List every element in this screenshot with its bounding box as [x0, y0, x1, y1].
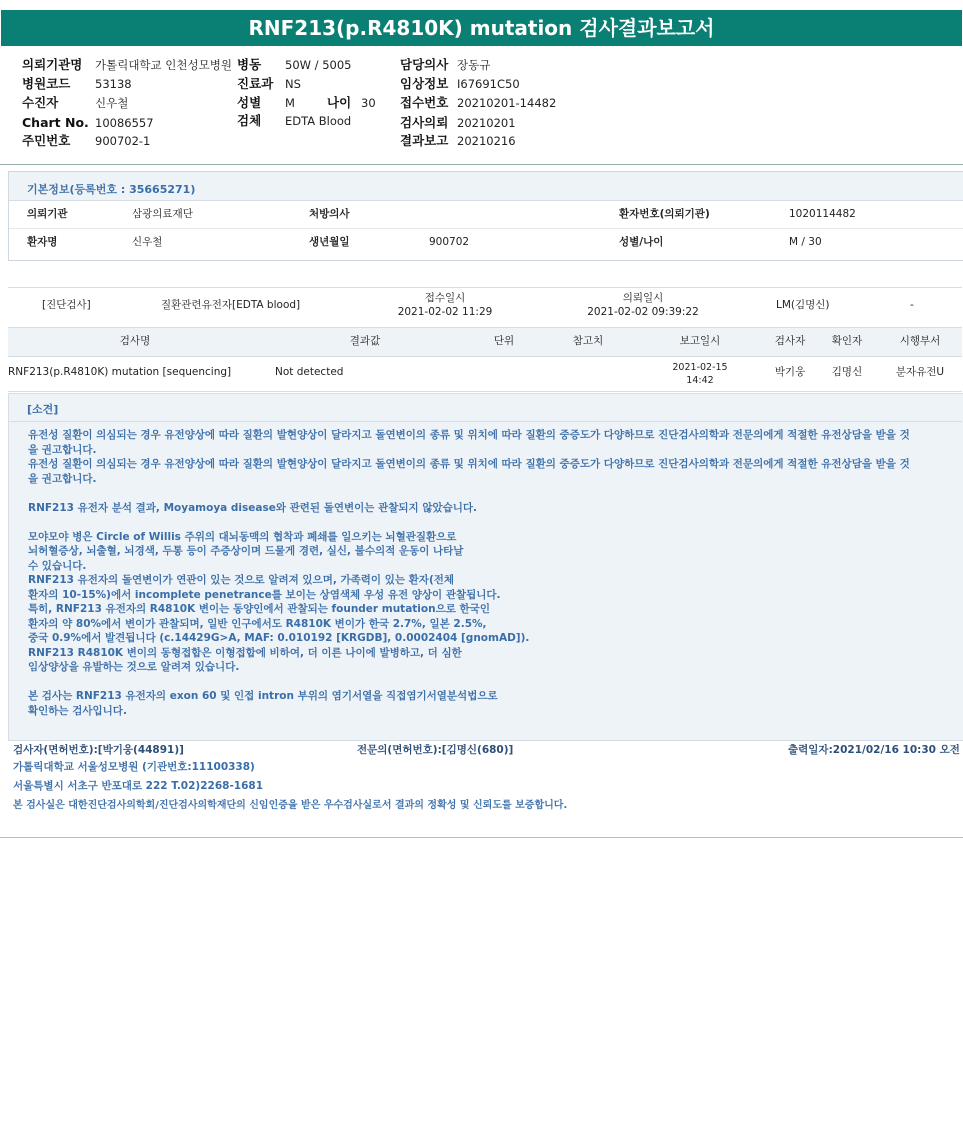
patient-value: 신우철	[95, 96, 129, 110]
exam-test-group: 질환관련유전자[EDTA blood]	[161, 299, 301, 311]
opinion-title-divider	[8, 421, 962, 422]
header-divider	[0, 164, 963, 165]
resident-value: 900702-1	[95, 134, 151, 148]
results-bottom-divider	[8, 391, 962, 392]
result-checker: 김명신	[831, 366, 863, 378]
page-end-divider	[0, 837, 963, 838]
req-inst-value: 삼광의료재단	[132, 208, 193, 220]
exam-request-value: 2021-02-02 09:39:22	[587, 306, 699, 318]
sex-age-label: 성별/나이	[619, 236, 664, 248]
results-col-name: 검사명	[119, 335, 151, 347]
result-value: Not detected	[275, 366, 344, 378]
institution-label: 의뢰기관명	[22, 57, 83, 72]
patient-no-value: 1020114482	[789, 208, 856, 220]
receipt-no-value: 20210201-14482	[457, 96, 557, 110]
chart-label: Chart No.	[22, 115, 89, 130]
footer-certification: 본 검사실은 대한진단검사의학회/진단검사의학재단의 신임인증을 받은 우수검사실로서 결과의 정확성 및 신뢰도를 보증합니다.	[13, 800, 568, 811]
sex-age-value: M / 30	[789, 236, 822, 248]
ward-label: 병동	[237, 57, 262, 72]
sex-value: M	[285, 96, 295, 110]
opinion-title: [소견]	[27, 403, 59, 416]
specimen-label: 검체	[237, 113, 262, 128]
report-value: 20210216	[457, 134, 516, 148]
patient-name-label: 환자명	[27, 236, 58, 248]
opinion-text: 유전성 질환이 의심되는 경우 유전양상에 따라 질환의 발현양상이 달라지고 돌연변이의 종류 및 위치에 따라 질환의 중증도가 다양하므로 진단검사의학과 전문의에게 적절한 유전상담을 받을 것 을 권고합니다. 유전성 질환이 의심되는 경우 유전양상에 따라 질환의 발현양상이 달라지고 돌연변이의 종류 및 위치에 따라 질환의 중증도가 다양하므로 진단검사의학과 전문의에게 적절한 유전상담을 받을 것 을 권고합니다. RNF213 유전자 분석 결과, Moyamoya disease와 관련된 돌연변이는 관찰되지 않았습니다. 모야모야 병은 Circle of Willis 주위의 대뇌동맥의 협착과 폐쇄를 일으키는 뇌혈관질환으로 뇌허혈증상, 뇌출혈, 뇌경색, 두통 등이 주증상이며 드물게 경련, 실신, 불수의적 운동이 나타날 수 있습니다. RNF213 유전자의 돌연변이가 연관이 있는 것으로 알려져 있으며, 가족력이 있는 환자(전체 환자의 10-15%)에서 incomplete penetrance를 보이는 상염색체 우성 유전 양상이 관찰됩니다. 특히, RNF213 유전자의 R4810K 변이는 동양인에서 관찰되는 founder mutation으로 한국인 환자의 약 80%에서 변이가 관찰되며, 일반 인구에서도 R4810K 변이가 한국 2.7%, 일본 2.5%, 중국 0.9%에서 발견됩니다 (c.14429G>A, MAF: 0.010192 [KRGDB], 0.0002404 [gnomAD]). RNF213 R4810K 변이의 동형접합은 이형접합에 비하여, 더 이른 나이에 발병하고, 더 심한 임상양상을 유발하는 것으로 알려져 있습니다. 본 검사는 RNF213 유전자의 exon 60 및 인접 intron 부위의 염기서열을 직접염기서열분석법으로 확인하는 검사입니다.	[28, 429, 910, 717]
exam-receipt-value: 2021-02-02 11:29	[397, 306, 493, 318]
age-label: 나이	[327, 95, 352, 110]
clinical-info-label: 임상정보	[400, 76, 449, 91]
result-report-date: 2021-02-15	[672, 362, 728, 373]
chart-value: 10086557	[95, 116, 154, 130]
footer-specialist: 전문의(면허번호):[김명신(680)]	[357, 744, 514, 756]
exam-lm: LM(김명신)	[776, 299, 830, 311]
results-col-dept: 시행부서	[899, 335, 941, 347]
specimen-value: EDTA Blood	[285, 114, 352, 128]
birth-label: 생년월일	[309, 236, 350, 248]
dept-label: 진료과	[237, 76, 274, 91]
ward-value: 50W / 5005	[285, 58, 352, 72]
age-value: 30	[361, 96, 376, 110]
hospital-code-label: 병원코드	[22, 76, 71, 91]
basic-info-divider	[9, 200, 963, 201]
results-col-ref: 참고치	[572, 335, 604, 347]
clinical-info-value: I67691C50	[457, 77, 520, 91]
request-label: 검사의뢰	[400, 115, 449, 130]
receipt-no-label: 접수번호	[400, 95, 449, 110]
dept-value: NS	[285, 77, 301, 91]
patient-name-value: 신우철	[132, 236, 163, 248]
basic-info-row-divider	[9, 228, 963, 229]
exam-dash: -	[910, 299, 914, 311]
results-col-report-date: 보고일시	[679, 335, 721, 347]
footer-address: 서울특별시 서초구 반포대로 222 T.02)2268-1681	[13, 780, 264, 792]
req-inst-label: 의뢰기관	[27, 208, 68, 220]
request-value: 20210201	[457, 116, 516, 130]
basic-info-title: 기본정보(등록번호 : 35665271)	[27, 183, 196, 196]
result-test-name: RNF213(p.R4810K) mutation [sequencing]	[8, 366, 232, 378]
doctor-value: 장동규	[457, 58, 491, 72]
exam-category: [진단검사]	[42, 299, 91, 311]
birth-value: 900702	[429, 236, 470, 248]
footer-tester: 검사자(면허번호):[박기웅(44891)]	[13, 744, 184, 756]
result-report-time: 14:42	[686, 375, 714, 386]
result-tester: 박기웅	[774, 366, 806, 378]
exam-receipt-label: 접수일시	[424, 292, 466, 304]
results-col-checker: 확인자	[831, 335, 863, 347]
footer-output-date: 출력일자:2021/02/16 10:30 오전	[788, 744, 960, 756]
doctor-label: 담당의사	[400, 57, 449, 72]
results-col-tester: 검사자	[774, 335, 806, 347]
resident-label: 주민번호	[22, 133, 71, 148]
patient-no-label: 환자번호(의뢰기관)	[619, 208, 710, 220]
exam-top-divider	[8, 287, 962, 288]
footer-hospital: 가톨릭대학교 서울성모병원 (기관번호:11100338)	[13, 761, 255, 773]
patient-label: 수진자	[22, 95, 59, 110]
sex-label: 성별	[237, 95, 262, 110]
basic-info-box	[8, 171, 963, 261]
exam-request-label: 의뢰일시	[622, 292, 664, 304]
results-col-unit: 단위	[493, 335, 515, 347]
report-label: 결과보고	[400, 133, 449, 148]
hospital-code-value: 53138	[95, 77, 132, 91]
institution-value: 가톨릭대학교 인천성모병원	[95, 58, 232, 72]
prescriber-label: 처방의사	[309, 208, 350, 220]
report-title: RNF213(p.R4810K) mutation 검사결과보고서	[1, 10, 962, 46]
result-dept: 분자유전U	[895, 366, 945, 378]
results-col-value: 결과값	[349, 335, 381, 347]
